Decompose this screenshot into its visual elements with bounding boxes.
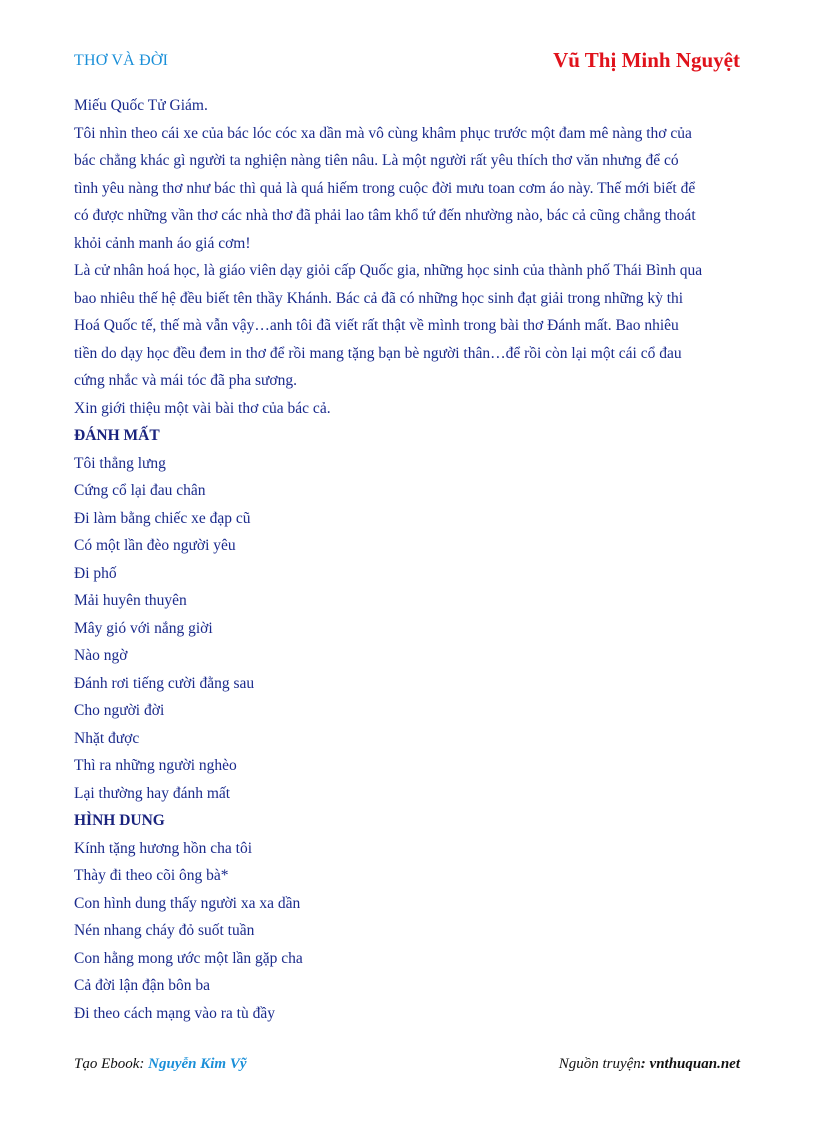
poem-line: Lại thường hay đánh mất (74, 784, 231, 802)
poem-line: Con hằng mong ước một lần gặp cha (74, 949, 303, 967)
text-line: có được những vần thơ các nhà thơ đã phải lao tâm khổ tứ đến nhường nào, bác cả cũng chẳng thoát (74, 207, 696, 224)
poem-line: Đi làm bằng chiếc xe đạp cũ (74, 509, 251, 527)
footer-ebook-credit (74, 1056, 247, 1073)
poem-danh-mat (74, 450, 746, 808)
poem-line: Thì ra những người nghèo (74, 757, 237, 774)
poem-line: Cứng cổ lại đau chân (74, 482, 206, 499)
paragraph-biography (74, 257, 746, 395)
text-line: Là cử nhân hoá học, là giáo viên dạy giỏi cấp Quốc gia, những học sinh của thành phố Thái Bình qua (74, 262, 703, 279)
paragraph-intro: Miếu Quốc Tử Giám. (74, 97, 208, 114)
text-line: Hoá Quốc tế, thế mà vẫn vậy…anh tôi đã viết rất thật về mình trong bài thơ Đánh mất. Bao nhiêu (74, 317, 679, 334)
poem-hinh-dung (74, 835, 746, 1028)
header-author-name: Vũ Thị Minh Nguyệt (553, 48, 740, 72)
poem-line: Có một lần đèo người yêu (74, 537, 236, 554)
footer-source-label: Nguồn truyện (558, 1056, 641, 1072)
poem-line: Con hình dung thấy người xa xa dần (74, 894, 301, 912)
poem-line: Mây gió với nắng giời (74, 619, 213, 637)
poem-line: Đi phố (74, 564, 117, 582)
poem-line: Nhặt được (74, 729, 140, 747)
poem-line: Kính tặng hương hồn cha tôi (74, 839, 253, 857)
poem-line: Cả đời lận đận bôn ba (74, 977, 211, 994)
poem-line: Cho người đời (74, 702, 165, 719)
poem-line: Tôi thẳng lưng (74, 454, 166, 472)
footer-source-separator: : (640, 1056, 650, 1072)
paragraph-observation (74, 120, 746, 258)
footer-ebook-separator: : (139, 1056, 149, 1072)
poem-title-hinh-dung: HÌNH DUNG (74, 812, 165, 829)
footer-ebook-author: Nguyễn Kim Vỹ (148, 1056, 247, 1072)
poem-line: Nén nhang cháy đỏ suốt tuần (74, 922, 255, 939)
poem-line: Nào ngờ (74, 647, 128, 664)
paragraph-introduction: Xin giới thiệu một vài bài thơ của bác cả. (74, 399, 331, 417)
text-line: cứng nhắc và mái tóc đã pha sương. (74, 372, 297, 389)
poem-line: Thày đi theo cõi ông bà* (74, 867, 229, 884)
text-line: bác chẳng khác gì người ta nghiện nàng tiên nâu. Là một người rất yêu thích thơ văn nhưng để có (74, 152, 679, 169)
poem-line: Đánh rơi tiếng cười đằng sau (74, 674, 255, 692)
footer-source-site: vnthuquan.net (649, 1056, 740, 1072)
page-body (74, 92, 746, 1027)
text-line: Tôi nhìn theo cái xe của bác lóc cóc xa dần mà vô cùng khâm phục trước một đam mê nàng thơ của (74, 124, 692, 142)
footer-ebook-label: Tạo Ebook (74, 1056, 140, 1072)
poem-line: Mải huyên thuyên (74, 592, 187, 609)
header-section-title: THƠ VÀ ĐỜI (74, 52, 169, 69)
footer-source-credit (559, 1056, 740, 1073)
text-line: tình yêu nàng thơ như bác thì quả là quá hiếm trong cuộc đời mưu toan cơm áo này. Thế mới biết để (74, 179, 696, 197)
text-line: tiền do dạy học đều đem in thơ để rồi mang tặng bạn bè người thân…để rồi còn lại một cái cổ đau (74, 344, 682, 362)
text-line: khỏi cảnh manh áo giá cơm! (74, 234, 251, 252)
poem-line: Đi theo cách mạng vào ra tù đầy (74, 1004, 275, 1022)
text-line: bao nhiêu thế hệ đều biết tên thầy Khánh. Bác cả đã có những học sinh đạt giải trong những kỳ thi (74, 289, 684, 307)
poem-title-danh-mat: ĐÁNH MẤT (74, 427, 160, 444)
